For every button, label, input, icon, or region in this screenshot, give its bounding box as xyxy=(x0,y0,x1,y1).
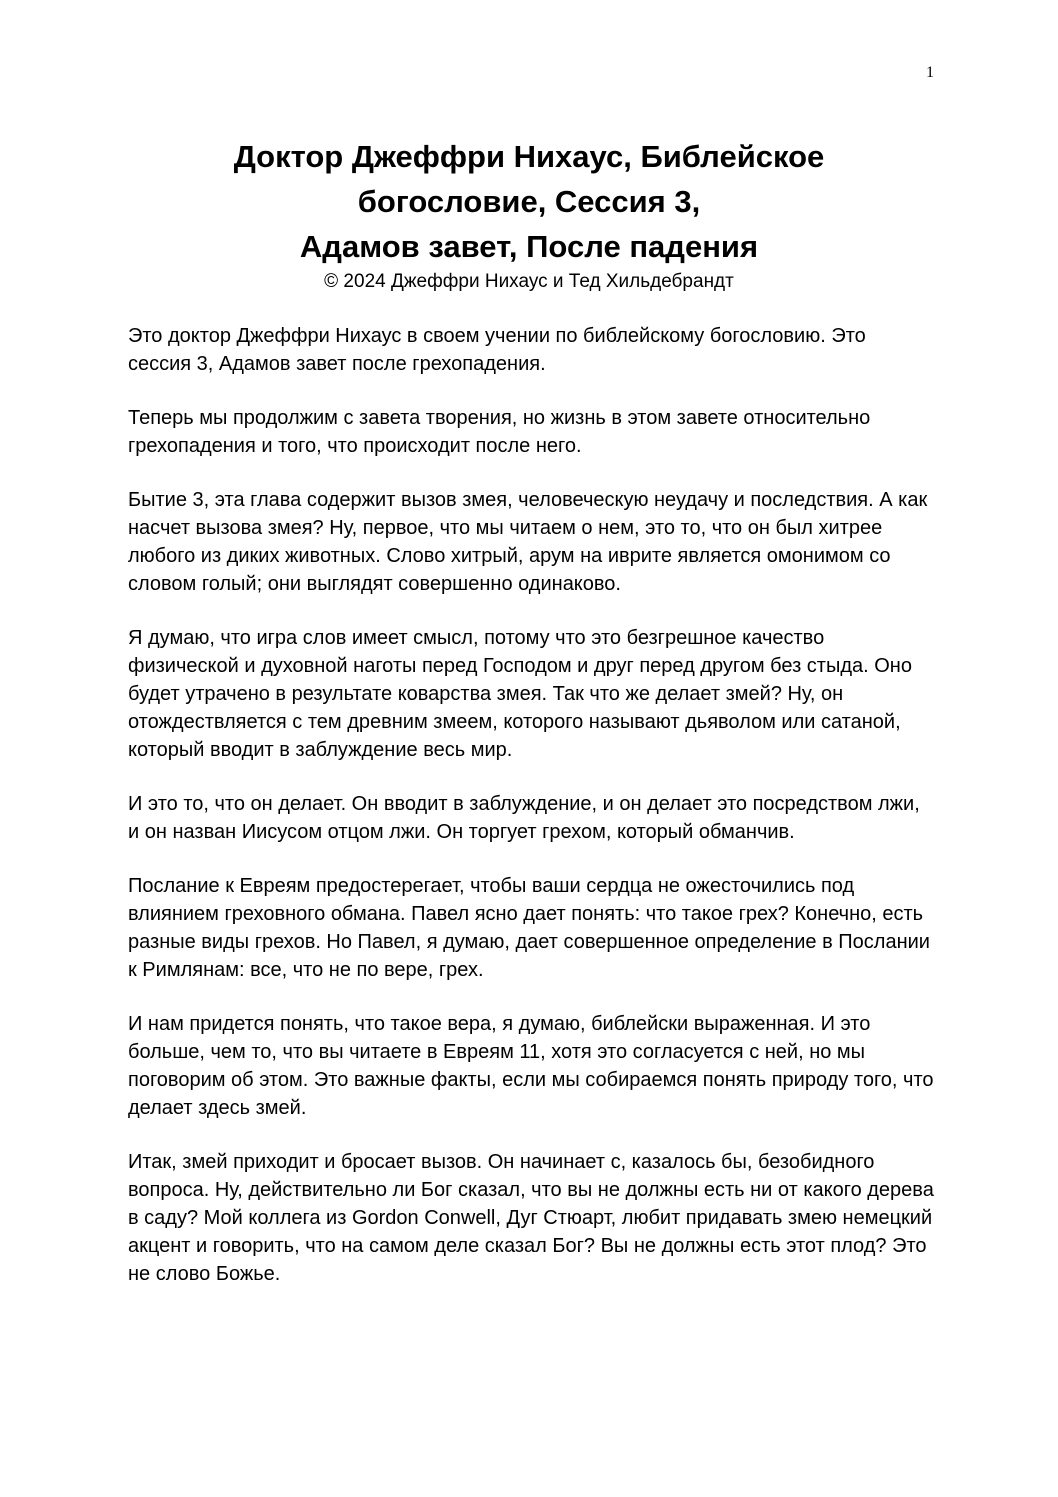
title-block xyxy=(128,134,930,295)
paragraph: И это то, что он делает. Он вводит в заблуждение, и он делает это посредством лжи, и он назван Иисусом отцом лжи. Он торгует грехом, который обманчив. xyxy=(128,793,920,843)
page-number: 1 xyxy=(926,64,934,81)
document-title-line-2: богословие, Сессия 3, xyxy=(357,184,701,219)
paragraph: Теперь мы продолжим с завета творения, но жизнь в этом завете относительно грехопадения и того, что происходит после него. xyxy=(128,407,871,457)
paragraph: Бытие 3, эта глава содержит вызов змея, человеческую неудачу и последствия. А как насчет вызова змея? Ну, первое, что мы читаем о нем, это то, что он был хитрее любого из диких животных. Слово хитрый, арум на иврите является омонимом со словом голый; они выглядят совершенно одинаково. xyxy=(128,489,928,595)
paragraph: И нам придется понять, что такое вера, я думаю, библейски выраженная. И это больше, чем то, что вы читаете в Евреям 11, хотя это согласуется с ней, но мы поговорим об этом. Это важные факты, если мы собираемся понять природу того, что делает здесь змей. xyxy=(128,1013,934,1119)
document-body xyxy=(128,322,934,1314)
paragraph: Итак, змей приходит и бросает вызов. Он начинает с, казалось бы, безобидного вопроса. Ну, действительно ли Бог сказал, что вы не должны есть ни от какого дерева в саду? Мой коллега из Gordon Conwell, Дуг Стюарт, любит придавать змею немецкий акцент и говорить, что на самом деле сказал Бог? Вы не должны есть этот плод? Это не слово Божье. xyxy=(128,1151,934,1285)
paragraph: Я думаю, что игра слов имеет смысл, потому что это безгрешное качество физической и духовной наготы перед Господом и друг перед другом без стыда. Оно будет утрачено в результате коварства змея. Так что же делает змей? Ну, он отождествляется с тем древним змеем, которого называют дьяволом или сатаной, который вводит в заблуждение весь мир. xyxy=(128,627,912,761)
copyright-notice: © 2024 Джеффри Нихаус и Тед Хильдебрандт xyxy=(324,271,734,292)
document-title-line-1: Доктор Джеффри Нихаус, Библейское xyxy=(233,139,825,174)
paragraph: Это доктор Джеффри Нихаус в своем учении по библейскому богословию. Это сессия 3, Адамов завет после грехопадения. xyxy=(128,325,866,375)
paragraph: Послание к Евреям предостерегает, чтобы ваши сердца не ожесточились под влиянием греховного обмана. Павел ясно дает понять: что такое грех? Конечно, есть разные виды грехов. Но Павел, я думаю, дает совершенное определение в Послании к Римлянам: все, что не по вере, грех. xyxy=(128,875,930,981)
document-title-line-3: Адамов завет, После падения xyxy=(299,229,759,264)
